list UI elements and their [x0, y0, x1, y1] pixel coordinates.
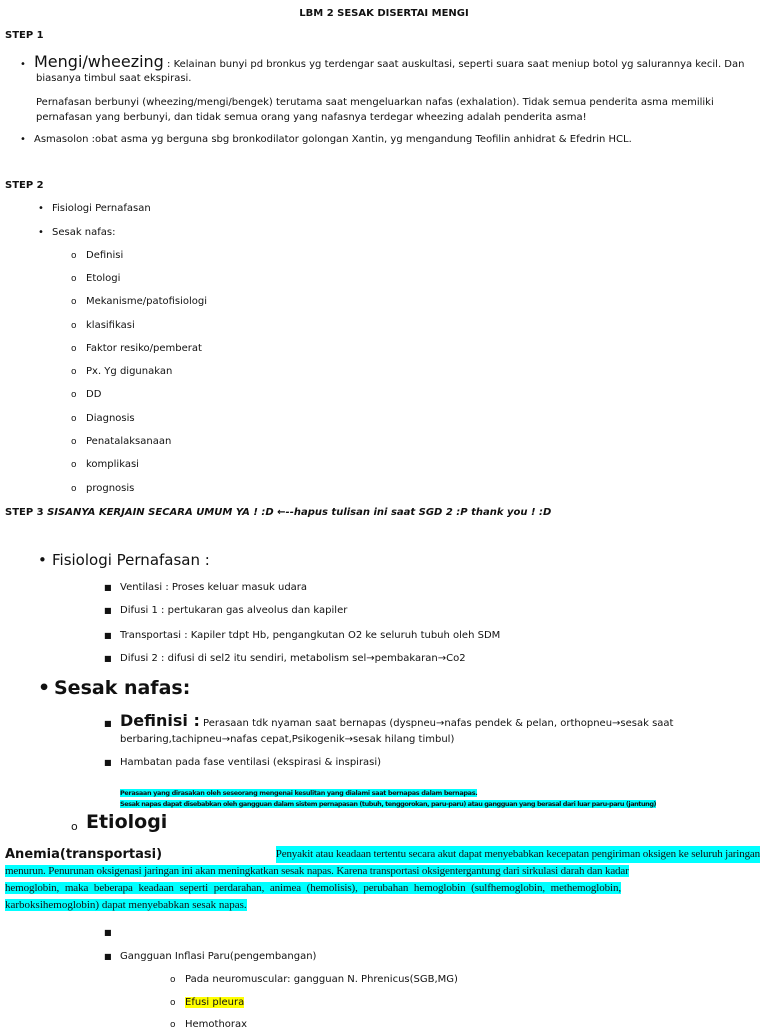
- subitem-label: DD: [86, 389, 102, 400]
- subitem-label: komplikasi: [86, 459, 139, 470]
- definisi-text: Perasaan tdk nyaman saat bernapas (dyspneu: [199, 718, 436, 729]
- bullet-dot: •: [38, 203, 44, 214]
- anemia-text: menurun. Penurunan oksigenasi jaringan ini akan meningkatkan sesak napas. Karena transportasi oksigentergantung dari sirkulasi darah dan kadar: [5, 865, 629, 877]
- square-bullet-icon: ■: [104, 631, 112, 640]
- step2-subitem: [71, 296, 207, 307]
- square-bullet-icon: ■: [104, 583, 112, 592]
- square-bullet-icon: ■: [104, 719, 112, 728]
- bullet-dot: •: [38, 227, 44, 238]
- step1-para-line1: Pernafasan berbunyi (wheezing/mengi/bengek) terutama saat mengeluarkan nafas (exhalation). Tidak semua penderita asma memiliki: [36, 97, 714, 108]
- tiny-highlight-text: Perasaan yang dirasakan oleh seseorang mengenai kesulitan yang dialami saat bernapas dalam bernapas.: [120, 789, 478, 797]
- subitem-label: Px. Yg digunakan: [86, 366, 173, 377]
- step2-subitem: [71, 413, 135, 424]
- circle-bullet-icon: o: [71, 437, 77, 447]
- sesak-heading: [38, 677, 190, 699]
- step2-subitem: [71, 483, 134, 494]
- bullet-dot: •: [38, 677, 51, 699]
- fisiologi-item-label: Difusi 2 : difusi di sel2 itu sendiri, metabolism sel: [120, 653, 367, 664]
- anemia-text: Penyakit atau keadaan tertentu secara akut dapat menyebabkan kecepatan pengiriman oksigen ke seluruh jaringan: [276, 846, 760, 863]
- subitem-label: prognosis: [86, 483, 135, 494]
- tiny-note-2: [120, 791, 656, 810]
- definisi-text: sesak hilang timbul): [353, 734, 455, 745]
- step2-subitem: [71, 389, 101, 400]
- step2-subitem: [71, 343, 202, 354]
- step3-line: [5, 507, 551, 518]
- gangguan-subitem: [170, 997, 244, 1008]
- circle-bullet-icon: o: [71, 251, 77, 261]
- circle-bullet-icon: o: [71, 390, 77, 400]
- definisi-text: nafas pendek & pelan, orthopneu: [444, 718, 613, 729]
- fisiologi-heading: [38, 551, 210, 569]
- square-bullet-icon: ■: [104, 928, 112, 937]
- subitem-label: klasifikasi: [86, 320, 135, 331]
- step2-item-sesak: [38, 227, 116, 238]
- gangguan-subitem: [170, 1019, 247, 1030]
- step3-heading: STEP 3: [5, 507, 44, 518]
- etiologi-heading: [71, 811, 167, 833]
- document-title: LBM 2 SESAK DISERTAI MENGI: [299, 8, 469, 19]
- gangguan-subitem-label: Efusi pleura: [185, 997, 245, 1008]
- anemia-line: [5, 897, 760, 914]
- step2-item-label: Fisiologi Pernafasan: [52, 203, 151, 214]
- gangguan-subitem-label: Hemothorax: [185, 1019, 248, 1030]
- circle-bullet-icon: o: [71, 460, 77, 470]
- step2-subitem: [71, 436, 171, 447]
- circle-bullet-icon: o: [170, 998, 176, 1008]
- square-bullet-icon: ■: [104, 606, 112, 615]
- fisiologi-heading-label: Fisiologi Pernafasan :: [52, 551, 210, 569]
- mengi-desc-line2: biasanya timbul saat ekspirasi.: [36, 73, 192, 84]
- step2-subitem: [71, 459, 139, 470]
- fisiologi-item: [104, 630, 500, 641]
- anemia-line: [5, 863, 760, 880]
- mengi-desc: : Kelainan bunyi pd bronkus yg terdengar saat auskultasi, seperti suara saat meniup botol yg salurannya kecil. Dan: [163, 59, 745, 70]
- anemia-paragraph: [5, 846, 760, 914]
- right-arrow-icon: →: [437, 653, 447, 664]
- fisiologi-item-label: Co2: [446, 653, 466, 664]
- step1-para-line2: pernafasan yang berbunyi, dan tidak semua orang yang nafasnya terdegar wheezing adalah penderita asma!: [36, 112, 587, 123]
- fisiologi-item-label: Ventilasi : Proses keluar masuk udara: [120, 582, 308, 593]
- right-arrow-icon: →: [344, 734, 353, 745]
- circle-bullet-icon: o: [71, 344, 77, 354]
- definisi-text: sesak saat: [620, 718, 674, 729]
- fisiologi-item: [104, 605, 347, 616]
- fisiologi-item-label: Difusi 1 : pertukaran gas alveolus dan kapiler: [120, 605, 348, 616]
- step2-subitem: [71, 366, 172, 377]
- circle-bullet-icon: o: [71, 321, 77, 331]
- circle-bullet-icon: o: [71, 414, 77, 424]
- tiny-highlight-text: Sesak napas dapat disebabkan oleh gangguan dalam sistem pernapasan (tubuh, tenggorokan, paru-paru) atau gangguan yang berasal dari luar paru-paru (jantung): [120, 800, 657, 808]
- bullet-dot: •: [20, 59, 26, 70]
- circle-bullet-icon: o: [71, 820, 78, 833]
- subitem-label: Etologi: [86, 273, 121, 284]
- subitem-label: Faktor resiko/pemberat: [86, 343, 202, 354]
- gangguan-subitem: [170, 974, 458, 985]
- empty-bullet: [104, 927, 120, 938]
- anemia-text: hemoglobin, maka beberapa keadaan seperti perdarahan, animea (hemolisis), perubahan hemoglobin (sulfhemoglobin, methemoglobin,: [5, 882, 622, 894]
- subitem-label: Penatalaksanaan: [86, 436, 172, 447]
- step2-item-label: Sesak nafas:: [52, 227, 116, 238]
- subitem-label: Mekanisme/patofisiologi: [86, 296, 208, 307]
- square-bullet-icon: ■: [104, 952, 112, 961]
- gangguan-subitem-label: Pada neuromuscular: gangguan N. Phrenicus(SGB,MG): [185, 974, 458, 985]
- step3-note-tail: --hapus tulisan ini saat SGD 2 :P thank you ! :D: [285, 507, 552, 518]
- asmasolon-text: Asmasolon :obat asma yg berguna sbg bronkodilator golongan Xantin, yg mengandung Teofilin anhidrat & Efedrin HCL.: [34, 134, 632, 145]
- definisi-item: [104, 711, 673, 730]
- anemia-label: Anemia(transportasi): [5, 847, 163, 862]
- step2-item-fisiologi: [38, 203, 151, 214]
- step2-subitem: [71, 273, 120, 284]
- right-arrow-icon: →: [435, 718, 445, 729]
- hambatan-item: [104, 757, 381, 768]
- left-arrow-icon: ←: [277, 507, 286, 518]
- subitem-label: Diagnosis: [86, 413, 135, 424]
- anemia-text: karboksihemoglobin) dapat menyebabkan sesak napas.: [5, 899, 247, 911]
- step2-subitem: [71, 320, 135, 331]
- step2-subitem: [71, 250, 123, 261]
- sesak-heading-label: Sesak nafas:: [54, 677, 191, 699]
- square-bullet-icon: ■: [104, 758, 112, 767]
- definisi-text: nafas cepat,Psikogenik: [230, 734, 345, 745]
- step1-heading: STEP 1: [5, 30, 44, 41]
- step2-heading: STEP 2: [5, 180, 44, 191]
- bullet-dot: •: [20, 134, 26, 145]
- gangguan-label: Gangguan Inflasi Paru(pengembangan): [120, 951, 317, 962]
- etiologi-heading-label: Etiologi: [86, 811, 168, 833]
- fisiologi-item: [104, 653, 466, 664]
- fisiologi-item: [104, 582, 307, 593]
- mengi-term: Mengi/wheezing: [34, 52, 164, 71]
- right-arrow-icon: →: [366, 653, 375, 664]
- definisi-text: berbaring,tachipneu: [120, 734, 222, 745]
- definisi-line2: [120, 734, 454, 745]
- hambatan-label: Hambatan pada fase ventilasi (ekspirasi & inspirasi): [120, 757, 382, 768]
- anemia-line: [5, 880, 760, 897]
- right-arrow-icon: →: [612, 718, 621, 729]
- square-bullet-icon: ■: [104, 654, 112, 663]
- step1-bullet-2: [20, 134, 632, 145]
- circle-bullet-icon: o: [71, 297, 77, 307]
- fisiologi-item-label: pembakaran: [374, 653, 438, 664]
- circle-bullet-icon: o: [71, 274, 77, 284]
- gangguan-item: [104, 951, 316, 962]
- definisi-label: Definisi :: [120, 711, 200, 730]
- bullet-dot: •: [38, 551, 47, 569]
- subitem-label: Definisi: [86, 250, 124, 261]
- anemia-line: [5, 846, 760, 863]
- circle-bullet-icon: o: [71, 484, 77, 494]
- step1-bullet-1: [20, 52, 744, 71]
- circle-bullet-icon: o: [71, 367, 77, 377]
- right-arrow-icon: →: [221, 734, 231, 745]
- fisiologi-item-label: Transportasi : Kapiler tdpt Hb, pengangkutan O2 ke seluruh tubuh oleh SDM: [120, 630, 501, 641]
- step3-note: SISANYA KERJAIN SECARA UMUM YA ! :D: [47, 507, 278, 518]
- circle-bullet-icon: o: [170, 1020, 176, 1030]
- circle-bullet-icon: o: [170, 975, 176, 985]
